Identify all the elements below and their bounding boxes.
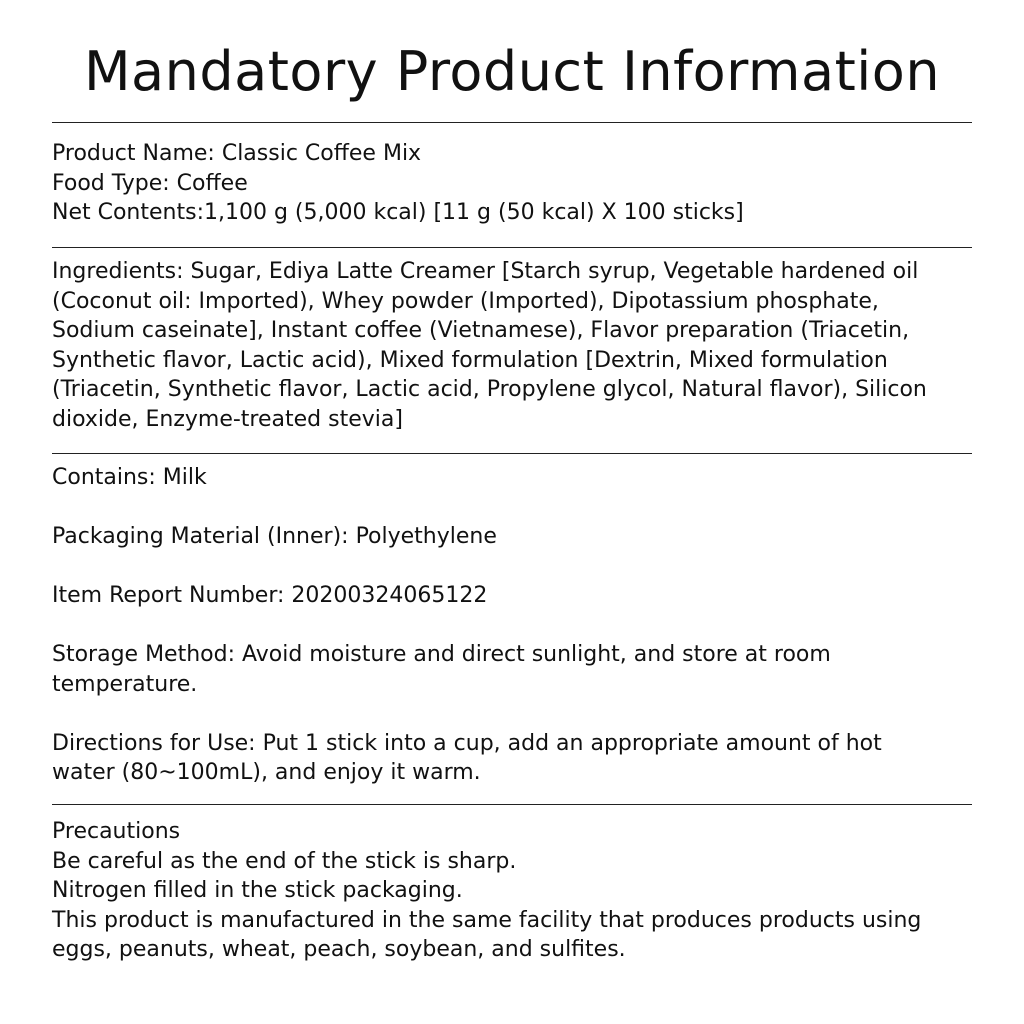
net-contents: Net Contents:1,100 g (5,000 kcal) [11 g (50 kcal) X 100 sticks] [52,200,744,225]
precaution-item: Be careful as the end of the stick is sharp. [52,848,517,874]
divider-top [52,122,972,123]
divider-details [52,804,972,805]
page-title: Mandatory Product Information [83,40,941,103]
ingredients-section [52,257,972,434]
contains-allergen: Contains: Milk [52,465,207,490]
item-report-number: Item Report Number: 20200324065122 [52,583,488,608]
storage-method-line: temperature. [52,671,198,697]
precaution-item: Nitrogen filled in the stick packaging. [52,878,463,903]
food-type: Food Type: Coffee [52,170,248,196]
precautions-heading: Precautions [52,819,181,844]
directions-line: Directions for Use: Put 1 stick into a cup, add an appropriate amount of hot [52,730,882,756]
ingredients-line: (Coconut oil: Imported), Whey powder (Imported), Dipotassium phosphate, [52,288,879,314]
product-name: Product Name: Classic Coffee Mix [52,141,422,166]
details-section [52,463,972,788]
divider-ingredients [52,453,972,454]
directions-line: water (80~100mL), and enjoy it warm. [52,760,481,785]
ingredients-line: Ingredients: Sugar, Ediya Latte Creamer [Starch syrup, Vegetable hardened oil [52,259,919,284]
ingredients-line: Sodium caseinate], Instant coffee (Vietnamese), Flavor preparation (Triacetin, [52,318,910,343]
basic-info-section [52,139,972,228]
precaution-item: eggs, peanuts, wheat, peach, soybean, and sulfites. [52,937,626,962]
ingredients-line: Synthetic flavor, Lactic acid), Mixed formulation [Dextrin, Mixed formulation [52,347,888,373]
ingredients-line: dioxide, Enzyme-treated stevia] [52,406,403,432]
ingredients-line: (Triacetin, Synthetic flavor, Lactic acid, Propylene glycol, Natural flavor), Silicon [52,377,927,402]
packaging-material: Packaging Material (Inner): Polyethylene [52,524,497,549]
storage-method-line: Storage Method: Avoid moisture and direct sunlight, and store at room [52,642,831,667]
precaution-item: This product is manufactured in the same facility that produces products using [52,907,922,933]
precautions-section [52,817,972,965]
divider-basic [52,247,972,248]
